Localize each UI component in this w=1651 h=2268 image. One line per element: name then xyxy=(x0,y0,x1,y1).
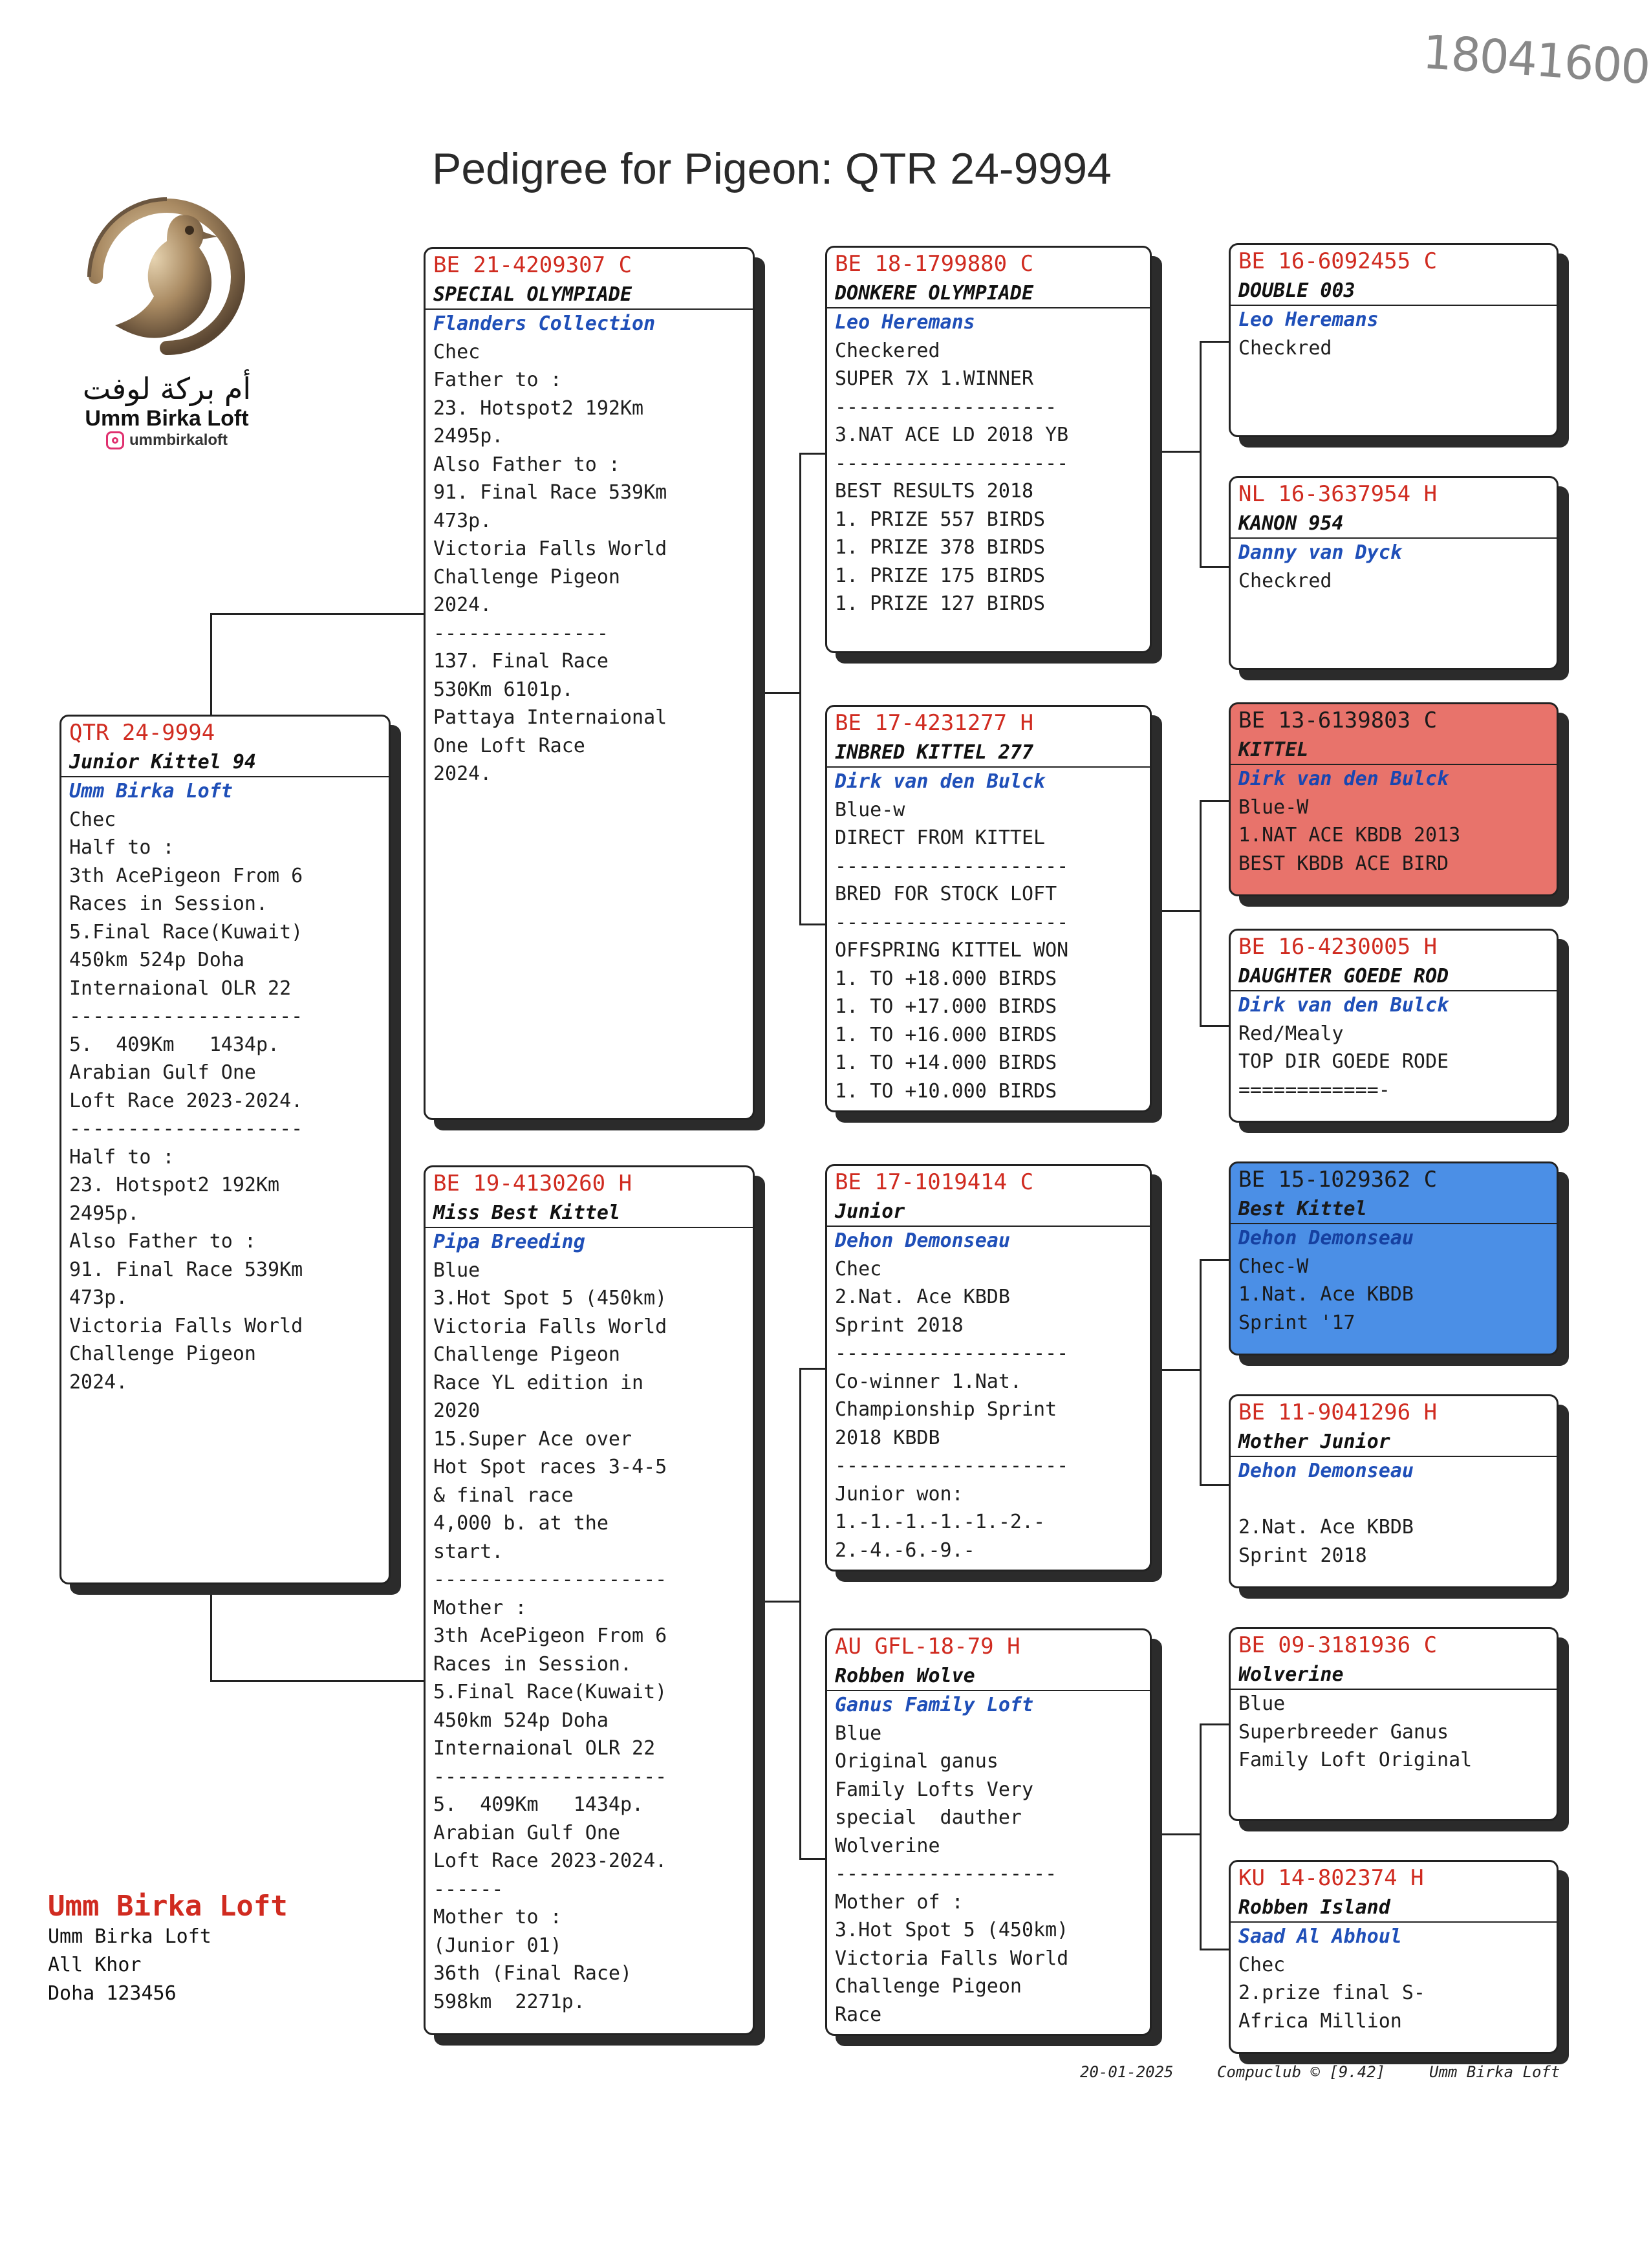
card-header xyxy=(1231,245,1557,277)
info-line: -------------------- xyxy=(835,1454,1069,1477)
info-line: Chec xyxy=(1238,1953,1286,1976)
sire-sire-sire-card[interactable] xyxy=(1229,243,1559,437)
info-line: 1.-1.-1.-1.-1.-2.- xyxy=(835,1511,1046,1533)
info-line: Wolverine xyxy=(835,1834,940,1857)
card-header xyxy=(1231,1163,1557,1195)
page-title: Pedigree for Pigeon: QTR 24-9994 xyxy=(432,144,1112,193)
info-line: -------------------- xyxy=(69,1118,303,1140)
info-line: Victoria Falls World xyxy=(69,1314,303,1337)
handwritten-note: 18041600 xyxy=(1421,24,1651,95)
card-header xyxy=(1231,931,1557,962)
info-line: -------------------- xyxy=(835,1342,1069,1365)
pigeon-name: Junior xyxy=(827,1198,1150,1227)
info-line: 1. PRIZE 378 BIRDS xyxy=(835,536,1046,559)
info-line: 530Km 6101p. xyxy=(433,678,574,701)
info-line: Races in Session. xyxy=(69,892,268,915)
logo-arabic-name: أم بركة لوفت xyxy=(82,371,252,406)
info-line: -------------------- xyxy=(69,1005,303,1028)
breeder-name: Dehon Demonseau xyxy=(1238,1460,1414,1482)
connector xyxy=(210,1578,212,1681)
dam-sire-card yellow-card[interactable] xyxy=(825,1164,1152,1571)
owner-city: All Khor xyxy=(48,1954,142,1976)
connector xyxy=(1200,1025,1229,1027)
info-line: Challenge Pigeon xyxy=(433,1343,620,1366)
card-header xyxy=(1231,1396,1557,1428)
info-line: Chec xyxy=(433,340,480,363)
pigeon-logo-icon xyxy=(70,180,264,367)
info-line: Blue xyxy=(433,1258,480,1282)
info-line: 1. TO +14.000 BIRDS xyxy=(835,1052,1057,1074)
ring-number: BE 21-4209307 C xyxy=(433,252,632,278)
pigeon-name: DOUBLE 003 xyxy=(1231,277,1557,307)
info-line: Race xyxy=(835,2003,882,2026)
info-line: Also Father to : xyxy=(433,453,620,476)
sire-dam-sire-card[interactable] xyxy=(1229,702,1559,896)
breeder-name: Umm Birka Loft xyxy=(69,780,233,803)
info-line: Internaional OLR 22 xyxy=(433,1737,656,1760)
connector xyxy=(1200,800,1202,1026)
connector xyxy=(1200,1259,1202,1485)
info-line: Chec xyxy=(835,1257,882,1280)
info-line: Races in Session. xyxy=(433,1652,632,1676)
dam-sire-dam-card[interactable] xyxy=(1229,1394,1559,1588)
connector xyxy=(1161,451,1201,453)
sire-sire-dam-card[interactable] xyxy=(1229,476,1559,670)
info-line: --------------- xyxy=(433,621,609,645)
sire-sire-card[interactable] xyxy=(825,246,1152,653)
info-line: special dauther xyxy=(835,1806,1022,1829)
info-line: Chec-W xyxy=(1238,1255,1309,1278)
footer-software: Compuclub © [9.42] xyxy=(1217,2063,1386,2081)
breeder-name: Dehon Demonseau xyxy=(1238,1227,1414,1249)
info-line: 2024. xyxy=(69,1370,128,1394)
info-line: Challenge Pigeon xyxy=(433,565,620,589)
info-line: TOP DIR GOEDE RODE xyxy=(1238,1050,1449,1073)
info-line: ============- xyxy=(1238,1078,1390,1101)
info-line: 3.Hot Spot 5 (450km) xyxy=(835,1919,1069,1941)
connector xyxy=(799,453,825,455)
connector xyxy=(799,1368,825,1370)
breeder-name: Pipa Breeding xyxy=(433,1231,585,1253)
breeder-name: Dehon Demonseau xyxy=(835,1229,1010,1252)
pigeon-name: Wolverine xyxy=(1231,1661,1557,1690)
info-line: 5.Final Race(Kuwait) xyxy=(69,920,303,944)
info-line: -------------------- xyxy=(835,854,1069,878)
card-header xyxy=(827,1166,1150,1198)
info-line: 2495p. xyxy=(433,425,504,448)
pigeon-name: KITTEL xyxy=(1231,736,1557,766)
pigeon-name: DONKERE OLYMPIADE xyxy=(827,279,1150,309)
dam-dam-card[interactable] xyxy=(825,1628,1152,2036)
connector xyxy=(1200,341,1229,343)
info-line: Challenge Pigeon xyxy=(69,1343,256,1365)
info-line: 3th AcePigeon From 6 xyxy=(433,1625,667,1647)
subject-pigeon-card[interactable] xyxy=(59,715,391,1584)
info-line: 1. PRIZE 175 BIRDS xyxy=(835,564,1046,587)
info-line: 91. Final Race 539Km xyxy=(69,1258,303,1281)
info-line: Loft Race 2023-2024. xyxy=(69,1089,303,1112)
info-line: 2018 KBDB xyxy=(835,1426,940,1449)
info-line: 2.-4.-6.-9.- xyxy=(835,1539,975,1562)
instagram-handle: ummbirkaloft xyxy=(129,431,228,449)
footer-date: 20-01-2025 xyxy=(1080,2063,1174,2081)
info-line: BRED FOR STOCK LOFT xyxy=(835,883,1057,905)
info-line: Race YL edition in xyxy=(433,1371,644,1394)
loft-logo xyxy=(63,180,270,449)
info-line: Junior won: xyxy=(835,1482,964,1506)
connector xyxy=(1200,566,1229,568)
info-line: 1. PRIZE 127 BIRDS xyxy=(835,592,1046,615)
info-line: 2.prize final S- xyxy=(1238,1982,1425,2004)
info-line: -------------------- xyxy=(835,451,1069,475)
card-header xyxy=(1231,1862,1557,1894)
info-line: ------ xyxy=(433,1877,504,1901)
pigeon-name: Best Kittel xyxy=(1231,1195,1557,1225)
info-line: 36th (Final Race) xyxy=(433,1962,632,1985)
info-line: 1. TO +17.000 BIRDS xyxy=(835,995,1057,1018)
breeder-name: Flanders Collection xyxy=(433,312,656,335)
info-line: Sprint '17 xyxy=(1238,1311,1355,1334)
info-line: Challenge Pigeon xyxy=(835,1975,1022,1998)
pigeon-name: Robben Wolve xyxy=(827,1662,1150,1692)
card-header xyxy=(827,248,1150,279)
connector xyxy=(1161,910,1201,912)
info-line: 4,000 b. at the xyxy=(433,1512,609,1535)
info-line: Mother to : xyxy=(433,1906,562,1928)
connector xyxy=(799,923,825,925)
info-line: Arabian Gulf One xyxy=(69,1061,256,1084)
info-line: 450km 524p Doha xyxy=(433,1709,609,1732)
info-line: ------------------- xyxy=(835,1863,1057,1885)
owner-block xyxy=(48,1890,288,2008)
connector xyxy=(1200,1723,1229,1725)
info-line: 91. Final Race 539Km xyxy=(433,481,667,504)
ring-number: BE 15-1029362 C xyxy=(1238,1167,1438,1193)
ring-number: BE 19-4130260 H xyxy=(433,1171,632,1196)
info-line: Checkered xyxy=(835,339,940,362)
pigeon-name: Miss Best Kittel xyxy=(426,1199,753,1229)
info-line: 2.Nat. Ace KBDB xyxy=(1238,1516,1414,1539)
pigeon-name: SPECIAL OLYMPIADE xyxy=(426,281,753,310)
info-line: Chec xyxy=(69,808,116,831)
info-line: 2.Nat. Ace KBDB xyxy=(835,1286,1010,1308)
ring-number: BE 17-4231277 H xyxy=(835,710,1034,736)
connector xyxy=(799,1368,801,1859)
card-header xyxy=(1231,1629,1557,1661)
ring-number: BE 09-3181936 C xyxy=(1238,1632,1438,1658)
breeder-name: Saad Al Abhoul xyxy=(1238,1925,1402,1948)
owner-address: Doha 123456 xyxy=(48,1982,177,2005)
info-line: Championship Sprint xyxy=(835,1398,1057,1421)
info-line: Sprint 2018 xyxy=(835,1313,964,1337)
info-line: Blue xyxy=(835,1722,882,1745)
info-line: 450km 524p Doha xyxy=(69,949,244,971)
card-header xyxy=(827,1630,1150,1662)
footer-loft: Umm Birka Loft xyxy=(1429,2063,1560,2081)
info-line: 1. TO +16.000 BIRDS xyxy=(835,1023,1057,1046)
info-line: SUPER 7X 1.WINNER xyxy=(835,367,1034,390)
info-line: Checkred xyxy=(1238,569,1332,592)
info-line: Father to : xyxy=(433,369,562,391)
connector xyxy=(1200,1259,1229,1261)
breeder-name: Dirk van den Bulck xyxy=(1238,994,1449,1017)
ring-number: BE 16-4230005 H xyxy=(1238,934,1438,960)
card-header xyxy=(1231,478,1557,510)
info-line: 2024. xyxy=(433,594,492,616)
connector xyxy=(210,613,424,615)
info-line: Mother : xyxy=(433,1596,527,1619)
info-line: 3.NAT ACE LD 2018 YB xyxy=(835,424,1069,446)
breeder-name: Leo Heremans xyxy=(1238,308,1379,331)
info-line: Half to : xyxy=(69,836,175,859)
info-line: 5. 409Km 1434p. xyxy=(69,1033,280,1056)
info-line: Superbreeder Ganus xyxy=(1238,1720,1449,1744)
info-line: OFFSPRING KITTEL WON xyxy=(835,939,1069,962)
info-line: 2020 xyxy=(433,1399,480,1422)
info-line: Victoria Falls World xyxy=(835,1947,1069,1970)
info-line: 1. TO +18.000 BIRDS xyxy=(835,967,1057,990)
connector xyxy=(799,453,801,925)
ring-number: BE 11-9041296 H xyxy=(1238,1399,1438,1425)
connector xyxy=(1200,1949,1229,1950)
info-line: 15.Super Ace over xyxy=(433,1427,632,1451)
connector xyxy=(1200,1484,1229,1486)
breeder-name: Ganus Family Loft xyxy=(835,1694,1034,1716)
breeder-name: Leo Heremans xyxy=(835,311,975,334)
info-line: Checkred xyxy=(1238,336,1332,360)
ring-number: BE 13-6139803 C xyxy=(1238,707,1438,733)
ring-number: BE 17-1019414 C xyxy=(835,1169,1034,1195)
sire-dam-card[interactable] xyxy=(825,705,1152,1112)
info-line: 1. TO +10.000 BIRDS xyxy=(835,1079,1057,1103)
sire-dam-dam-card[interactable] xyxy=(1229,929,1559,1123)
logo-instagram xyxy=(63,431,270,449)
info-line: 473p. xyxy=(433,509,492,532)
connector xyxy=(210,613,212,717)
card-header xyxy=(426,249,753,281)
pigeon-name: Mother Junior xyxy=(1231,1428,1557,1458)
info-line: 598km 2271p. xyxy=(433,1990,585,2013)
pigeon-name: INBRED KITTEL 277 xyxy=(827,739,1150,768)
pigeon-name: KANON 954 xyxy=(1231,510,1557,539)
dam-dam-dam-card[interactable] xyxy=(1229,1860,1559,2054)
pigeon-name: Robben Island xyxy=(1231,1894,1557,1923)
info-line: Co-winner 1.Nat. xyxy=(835,1370,1022,1393)
info-line: 137. Final Race xyxy=(433,650,609,673)
owner-name: Umm Birka Loft xyxy=(48,1925,211,1948)
info-line: 23. Hotspot2 192Km xyxy=(69,1174,280,1196)
info-line: BEST RESULTS 2018 xyxy=(835,480,1034,502)
ring-number: KU 14-802374 H xyxy=(1238,1865,1424,1891)
info-line: 3.Hot Spot 5 (450km) xyxy=(433,1287,667,1310)
ring-number: NL 16-3637954 H xyxy=(1238,481,1438,507)
card-header xyxy=(61,717,389,748)
info-line: -------------------- xyxy=(433,1568,667,1591)
info-line: Internaional OLR 22 xyxy=(69,977,292,1000)
info-line: Hot Spot races 3-4-5 xyxy=(433,1456,667,1478)
info-line: DIRECT FROM KITTEL xyxy=(835,826,1046,849)
sire-card[interactable] xyxy=(424,247,755,1120)
info-line xyxy=(1231,1485,1557,1514)
info-line: 5.Final Race(Kuwait) xyxy=(433,1681,667,1703)
info-line: Mother of : xyxy=(835,1890,964,1914)
info-line: Victoria Falls World xyxy=(433,537,667,560)
connector xyxy=(1161,1369,1201,1371)
info-line: Original ganus xyxy=(835,1750,998,1773)
info-line: BEST KBDB ACE BIRD xyxy=(1238,852,1449,875)
logo-english-name: Umm Birka Loft xyxy=(85,406,249,431)
breeder-name: Dirk van den Bulck xyxy=(1238,768,1449,790)
info-line: Family Loft Original xyxy=(1238,1749,1473,1771)
info-line: ------------------- xyxy=(835,395,1057,418)
info-line: 23. Hotspot2 192Km xyxy=(433,396,644,420)
info-line: Half to : xyxy=(69,1145,175,1169)
dam-dam-sire-card[interactable] xyxy=(1229,1627,1559,1821)
info-line: 1.Nat. Ace KBDB xyxy=(1238,1283,1414,1306)
pigeon-name: Junior Kittel 94 xyxy=(61,748,389,778)
info-line: & final race xyxy=(433,1484,574,1507)
info-line: Africa Million xyxy=(1238,2009,1402,2033)
info-line: Blue xyxy=(1238,1692,1286,1715)
card-header xyxy=(1231,704,1557,736)
dam-sire-sire-card[interactable] xyxy=(1229,1161,1559,1355)
connector xyxy=(1200,800,1229,802)
info-line: 1.NAT ACE KBDB 2013 xyxy=(1238,824,1461,847)
ring-number: QTR 24-9994 xyxy=(69,720,215,746)
info-line: Family Lofts Very xyxy=(835,1778,1034,1801)
breeder-name: Danny van Dyck xyxy=(1238,541,1402,564)
info-line: Blue-W xyxy=(1238,795,1309,819)
connector xyxy=(1200,341,1202,567)
info-line: Also Father to : xyxy=(69,1230,256,1253)
info-line: 1. PRIZE 557 BIRDS xyxy=(835,508,1046,531)
connector xyxy=(765,692,801,694)
ring-number: BE 16-6092455 C xyxy=(1238,248,1438,274)
info-line: One Loft Race xyxy=(433,734,585,757)
breeder-name: Dirk van den Bulck xyxy=(835,770,1046,793)
info-line: Pattaya Internaional xyxy=(433,706,667,729)
info-line: 2024. xyxy=(433,762,492,785)
info-line: start. xyxy=(433,1540,504,1563)
info-line: Red/Mealy xyxy=(1238,1022,1344,1045)
ring-number: AU GFL-18-79 H xyxy=(835,1634,1020,1659)
info-line: -------------------- xyxy=(433,1765,667,1788)
info-line: -------------------- xyxy=(835,911,1069,934)
info-line: Loft Race 2023-2024. xyxy=(433,1850,667,1872)
dam-card[interactable] xyxy=(424,1165,755,2035)
connector xyxy=(765,1601,801,1603)
owner-title: Umm Birka Loft xyxy=(48,1890,288,1923)
info-line: (Junior 01) xyxy=(433,1934,562,1957)
info-line: Victoria Falls World xyxy=(433,1315,667,1338)
info-line: Arabian Gulf One xyxy=(433,1821,620,1844)
connector xyxy=(1161,1833,1201,1835)
card-header xyxy=(426,1167,753,1199)
pigeon-name: DAUGHTER GOEDE ROD xyxy=(1231,962,1557,992)
ring-number: BE 18-1799880 C xyxy=(835,251,1034,277)
connector xyxy=(799,1858,825,1860)
connector xyxy=(210,1680,424,1682)
info-line: 2495p. xyxy=(69,1202,140,1225)
info-line: Sprint 2018 xyxy=(1238,1544,1367,1567)
card-header xyxy=(827,707,1150,739)
info-line: 473p. xyxy=(69,1286,128,1309)
instagram-icon xyxy=(106,431,124,449)
connector xyxy=(1200,1723,1202,1950)
info-line: Blue-w xyxy=(835,798,905,821)
info-line: 3th AcePigeon From 6 xyxy=(69,864,303,887)
info-line: 5. 409Km 1434p. xyxy=(433,1793,644,1816)
